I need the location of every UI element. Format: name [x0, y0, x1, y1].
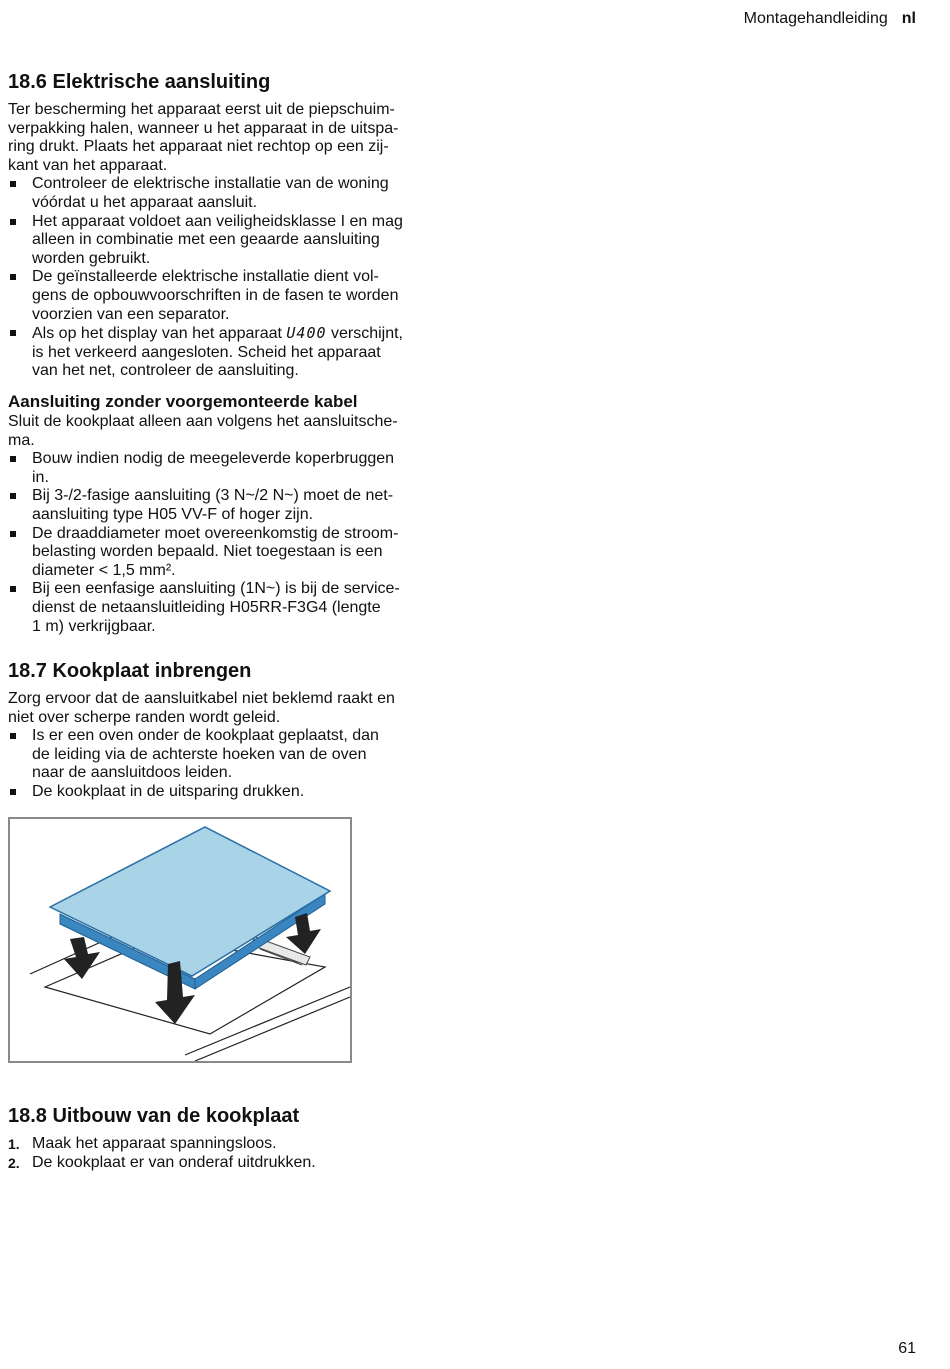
bullet-icon [10, 330, 16, 336]
bullet-icon [10, 733, 16, 739]
bullet-icon [10, 456, 16, 462]
bullet-icon [10, 789, 16, 795]
list-item: Bouw indien nodig de meegeleverde koperbruggen in. [8, 450, 448, 487]
bullet-icon [10, 274, 16, 280]
list-item: De draaddiameter moet overeenkomstig de stroom- belasting worden bepaald. Niet toegestaan is een diameter < 1,5 mm². [8, 525, 448, 581]
hob-drawing [10, 819, 350, 1061]
subsection-heading: Aansluiting zonder voorgemonteerde kabel [8, 392, 358, 411]
intro-paragraph: Ter bescherming het apparaat eerst uit de piepschuim- verpakking halen, wanneer u het apparaat in de uitspa- ring drukt. Plaats het apparaat niet rechtop op een zij- kant van het apparaat. [8, 101, 399, 174]
subsection-cable [8, 391, 448, 636]
header-lang: nl [901, 10, 916, 27]
bullet-list [8, 450, 448, 636]
list-item: 2. De kookplaat er van onderaf uitdrukken. [8, 1153, 316, 1171]
intro-paragraph: Sluit de kookplaat alleen aan volgens het aansluitsche- ma. [8, 413, 398, 449]
display-code: U400 [286, 324, 327, 343]
section-18-7 [8, 658, 448, 802]
list-item: Het apparaat voldoet aan veiligheidsklasse I en mag alleen in combinatie met een geaarde aansluiting worden gebruikt. [8, 213, 448, 269]
bullet-list [8, 175, 448, 381]
list-item: Is er een oven onder de kookplaat geplaatst, dan de leiding via de achterste hoeken van de oven naar de aansluitdoos leiden. [8, 727, 448, 783]
section-18-6 [8, 69, 448, 381]
bullet-list [8, 727, 448, 801]
bullet-icon [10, 586, 16, 592]
bullet-icon [10, 219, 16, 225]
list-item: De geïnstalleerde elektrische installatie dient vol- gens de opbouwvoorschriften in de fasen te worden voorzien van een separator. [8, 268, 448, 324]
header-title: Montagehandleiding [743, 10, 888, 27]
bullet-icon [10, 531, 16, 537]
bullet-icon [10, 181, 16, 187]
list-item: Als op het display van het apparaat U400 verschijnt, is het verkeerd aangesloten. Scheid het apparaat van het net, controleer de aansluiting. [8, 324, 448, 381]
section-18-8 [8, 1103, 448, 1172]
numbered-list [8, 1135, 448, 1172]
list-item: Bij een eenfasige aansluiting (1N~) is bij de service- dienst de netaansluitleiding H05RR-F3G4 (lengte 1 m) verkrijgbaar. [8, 580, 448, 636]
hob-installation-illustration [8, 817, 352, 1063]
section-heading: 18.8 Uitbouw van de kookplaat [8, 1105, 300, 1127]
list-item: De kookplaat in de uitsparing drukken. [8, 783, 448, 802]
page-header [744, 10, 916, 28]
intro-paragraph: Zorg ervoor dat de aansluitkabel niet beklemd raakt en niet over scherpe randen wordt geleid. [8, 690, 395, 726]
bullet-icon [10, 493, 16, 499]
section-heading: 18.6 Elektrische aansluiting [8, 71, 271, 93]
list-item: Controleer de elektrische installatie van de woning vóórdat u het apparaat aansluit. [8, 175, 448, 212]
page-number: 61 [898, 1340, 916, 1357]
list-item: 1. Maak het apparaat spanningsloos. [8, 1135, 277, 1152]
section-heading: 18.7 Kookplaat inbrengen [8, 660, 252, 682]
list-item: Bij 3-/2-fasige aansluiting (3 N~/2 N~) moet de net- aansluiting type H05 VV-F of hoger zijn. [8, 487, 448, 524]
